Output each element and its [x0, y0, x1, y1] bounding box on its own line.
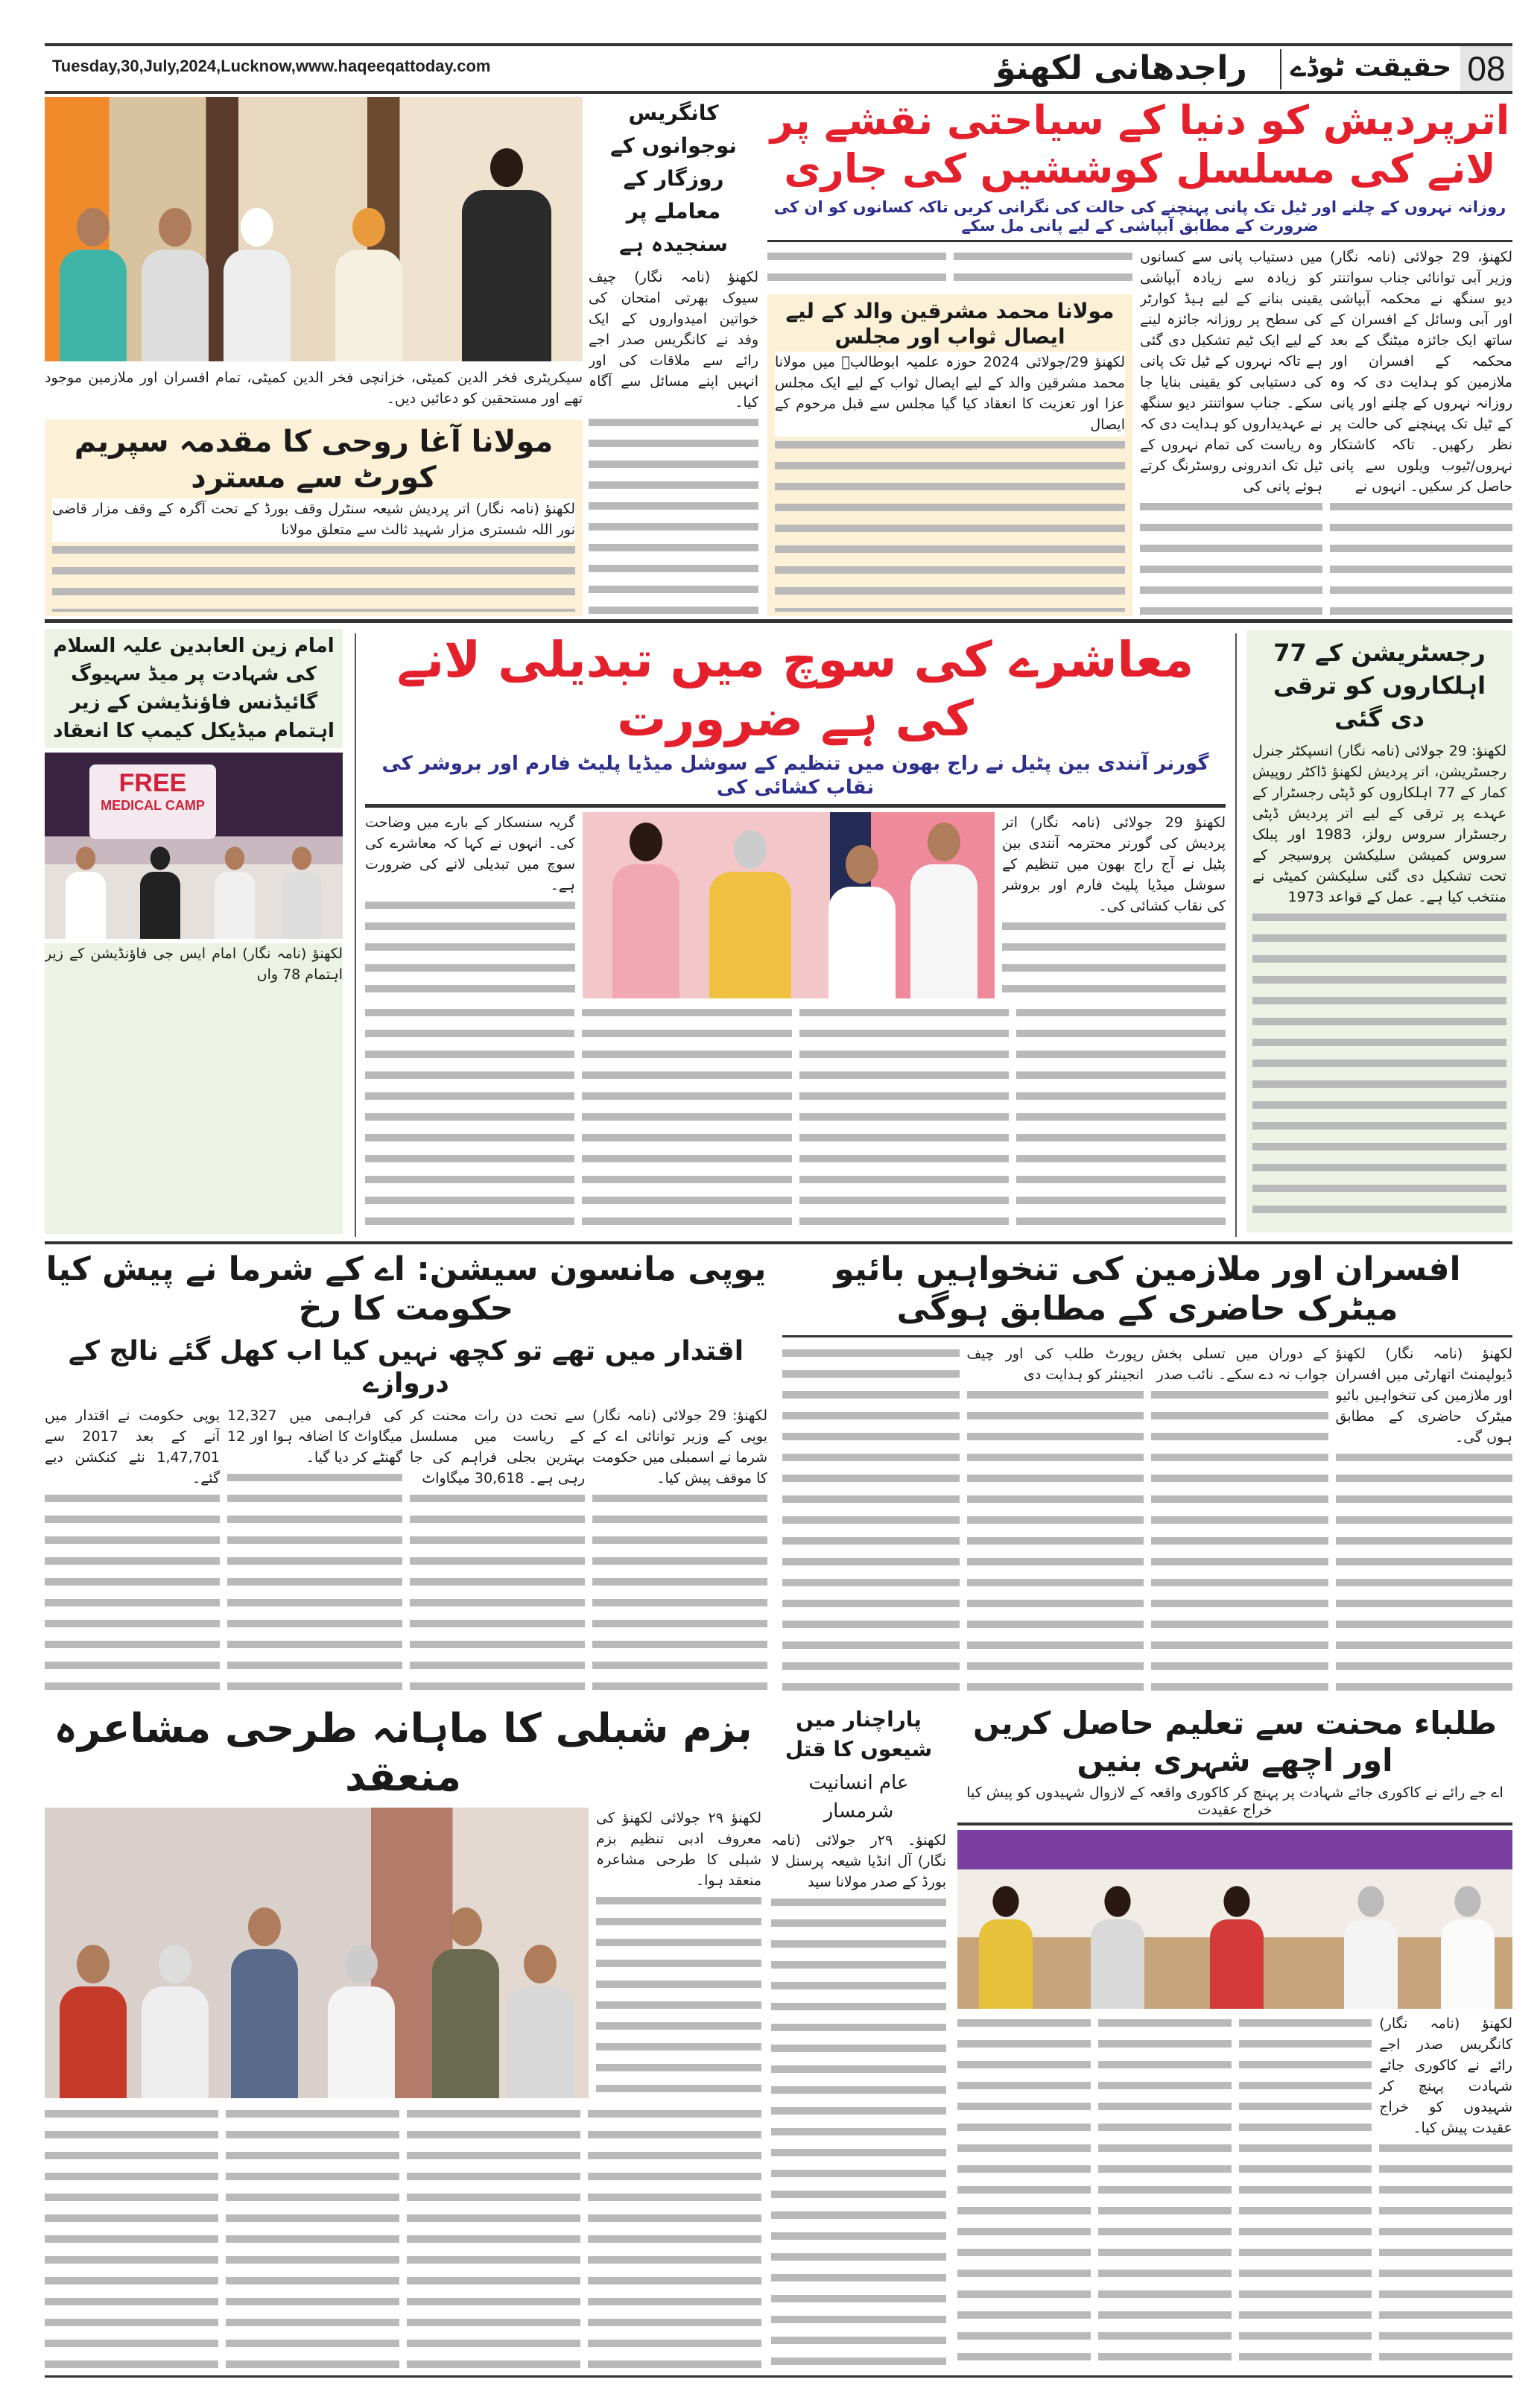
tourism-left-block [767, 247, 1132, 616]
masthead-divider [1280, 49, 1281, 89]
monsoon-column: یوپی حکومت نے اقتدار میں آنے کے بعد 2017 سے 1,47,701 نئے کنکشن دیے گئے۔ [45, 1405, 220, 1694]
bazm-shibli-headline: بزم شبلی کا ماہانہ طرحی مشاعرہ منعقد [54, 1705, 752, 1800]
biometric-rule [782, 1335, 1512, 1337]
congress-article [589, 97, 758, 616]
governor-column [582, 1003, 791, 1235]
congress-headline: کانگریس نوجوانوں کے روزگار کے معاملے پر سنجیدہ ہے [610, 101, 737, 256]
monsoon-headline: یوپی مانسون سیشن: اے کے شرما نے پیش کیا حکومت کا رخ [45, 1250, 767, 1328]
tourism-subhead: روزانہ نہروں کے چلنے اور ٹیل تک پانی پہنچنے کی حالت کی نگرانی کریں تاکہ کسانوں کو ان کی ضرورت کے مطابق آبپاشی کے لیے پانی مل سکے [773, 197, 1506, 235]
students-column [1098, 2013, 1232, 2369]
biometric-column: رپورٹ طلب کی اور چیف انجینئر کو ہدایت دی [967, 1343, 1144, 1694]
bazm-shibli-article [45, 1705, 761, 2369]
person-figure [335, 208, 402, 361]
person-figure [60, 208, 127, 361]
meeting-photo [45, 97, 583, 361]
agha-ruhi-article [45, 419, 583, 616]
governor-column [1016, 1003, 1226, 1235]
students-photo [957, 1830, 1512, 2009]
registration-headline: رجسٹریشن کے 77 اہلکاروں کو ترقی دی گئی [1273, 639, 1486, 732]
students-column [1239, 2013, 1372, 2369]
date-line: Tuesday,30,July,2024,Lucknow,www.haqeeqattoday.com [52, 57, 491, 75]
agha-ruhi-body: لکھنؤ (نامہ نگار) اتر پردیش شیعہ سنٹرل وقف بورڈ کے تحت آگرہ کے وقف مزار قاضی نور اللہ شستری مزار شہید ثالث سے متعلق مولانا [52, 498, 575, 612]
students-column [957, 2013, 1091, 2369]
students-article [957, 1705, 1512, 2369]
person-figure [60, 1945, 127, 2098]
students-rule [957, 1823, 1512, 1825]
parachinar-subheadline: عام انسانیت شرمسار [808, 1772, 909, 1823]
medical-camp-body: لکھنؤ (نامہ نگار) امام ایس جی فاؤنڈیشن کے زیر اہتمام 78 واں [45, 943, 343, 1234]
person-figure [140, 846, 180, 939]
monsoon-column: کی فراہمی میں 12,327 میگاواٹ کا اضافہ ہوا اور 12 گھنٹے کر دیا گیا۔ [227, 1405, 402, 1694]
governor-column [365, 1003, 574, 1235]
person-figure [328, 1945, 395, 2098]
person-figure [979, 1887, 1033, 2010]
governor-rule [365, 804, 1226, 808]
section-divider [45, 1241, 1512, 1244]
agha-ruhi-headline: مولانا آغا روحی کا مقدمہ سپریم کورٹ سے مسترد [74, 425, 554, 495]
brand-logo: حقیقت ٹوڈے [1290, 52, 1452, 83]
biometric-column: کے دوران میں تسلی بخش جواب نہ دے سکے۔ نائب صدر [1151, 1343, 1328, 1694]
registration-article [1246, 630, 1512, 1232]
biometric-headline: افسران اور ملازمین کی تنخواہیں بائیو میٹرک حاضری کے مطابق ہوگی [834, 1250, 1461, 1328]
person-figure [910, 823, 977, 998]
person-figure [1210, 1887, 1264, 2010]
governor-photo [583, 812, 995, 998]
parachinar-body: لکھنؤ۔ ۲۹ر جولائی (نامہ نگار) آل انڈیا شیعہ پرسنل لا بورڈ کے صدر مولانا سید [771, 1830, 946, 2369]
tourism-column [954, 247, 1132, 288]
person-figure [828, 845, 896, 998]
tourism-article [767, 97, 1512, 616]
footer-rule [45, 2375, 1512, 2378]
person-figure [142, 208, 209, 361]
tourism-rule [767, 240, 1512, 242]
person-figure [432, 1907, 499, 2098]
person-figure [709, 830, 791, 998]
students-column: لکھنؤ (نامہ نگار) کانگریس صدر اجے رائے نے کاکوری جائے شہادت پہنچ کر شہیدوں کو خراج عقیدت پیش کیا۔ [1379, 2013, 1512, 2369]
medical-camp-photo [45, 753, 343, 939]
person-figure [462, 148, 551, 361]
person-figure [282, 846, 322, 939]
person-figure [66, 846, 106, 939]
governor-subhead: گورنر آنندی بین پٹیل نے راج بھون میں تنظیم کے سوشل میڈیا پلیٹ فارم اور بروشر کی نقاب کشائی کی [381, 753, 1209, 799]
person-figure [215, 846, 255, 939]
biometric-column: لکھنؤ (نامہ نگار) لکھنؤ ڈیولپمنٹ اتھارٹی میں افسران اور ملازمین کی تنخواہیں بائیو میٹرک حاضری کے مطابق ہوں گی۔ [1336, 1343, 1513, 1694]
biometric-article [782, 1250, 1512, 1694]
esal-sawab-headline: مولانا محمد مشرقین والد کے لیے ایصال ثواب اور مجلس [785, 298, 1115, 349]
tourism-column: میں دستیاب پانی سے کسانوں کو زیادہ سے زیادہ آبپاشی یقینی بنانے کے لیے ہیڈ کوارٹر کی سطح پر روزانہ جائزہ لینے کے لیے ایک ٹیم تشکیل دی گئی ہے تاکہ نہروں کے ٹیل تک پانی کی دستیابی کو یقینی بنایا جا سکے۔ جناب سواتنتر دیو سنگھ نے عہدیداروں کو ہدایت دی کہ وہ ریاست کی تمام نہروں کے ٹیل تک اندرونی روسٹرنگ کرتے ہوئے پانی کی [1140, 247, 1322, 616]
bazm-shibli-column [407, 2104, 580, 2369]
tourism-column [767, 247, 946, 288]
monsoon-column: سے تحت دن رات محنت کر کے ریاست میں مسلسل بہترین بجلی فراہم کی جا رہی ہے۔ 30,618 میگاواٹ [410, 1405, 585, 1694]
camp-banner: FREE MEDICAL CAMP [89, 764, 216, 839]
column-rule [1235, 633, 1237, 1237]
person-figure [612, 823, 679, 998]
column-rule [355, 633, 356, 1237]
section1-left [45, 97, 583, 616]
mushaira-photo [45, 1808, 589, 2098]
monsoon-column: لکھنؤ: 29 جولائی (نامہ نگار) یوپی کے وزیر توانائی اے کے شرما نے اسمبلی میں حکومت کا موقف پیش کیا۔ [592, 1405, 767, 1694]
bazm-shibli-column [45, 2104, 218, 2369]
governor-column: گریہ سنسکار کے بارے میں وضاحت کی۔ انہوں نے کہا کہ معاشرے کی سوچ میں تبدیلی لانے کی ضرورت ہے۔ [365, 812, 575, 998]
medical-camp-article [45, 629, 343, 1234]
governor-article [365, 630, 1226, 1235]
monsoon-article [45, 1250, 767, 1694]
biometric-column [782, 1343, 960, 1694]
parachinar-article [771, 1705, 946, 2369]
bazm-shibli-column: لکھنؤ ۲۹ جولائی لکھنؤ کی معروف ادبی تنظیم بزم شبلی کا طرحی مشاعرہ منعقد ہوا۔ [596, 1808, 761, 2098]
governor-headline: معاشرے کی سوچ میں تبدیلی لانے کی ہے ضرورت [396, 631, 1194, 748]
bazm-shibli-column [226, 2104, 399, 2369]
registration-body: لکھنؤ: 29 جولائی (نامہ نگار) انسپکٹر جنرل رجسٹریشن، اتر پردیش لکھنؤ ڈاکٹر روپیش کمار کے 77 اہلکاروں کو ڈپٹی رجسٹرار کے عہدے پر ترقی کے لیے اتر پردیش ڈپٹی رجسٹرار سروس رولز، 1983 اور پبلک سروس کمیشن سلیکشن پروسیجر کے تحت تشکیل دی گئی سلیکشن کمیٹی نے منتخب کیا ہے۔ عمل کے قواعد 1973 [1252, 741, 1506, 1226]
esal-sawab-body: لکھنؤ 29/جولائی 2024 حوزہ علمیہ ابوطالبؑ میں مولانا محمد مشرقین والد کے لیے ایصال ثواب کے لیے ایک مجلس عزا اور تعزیت کا انعقاد کیا گیا مجلس سے قبل مرحوم کے ایصال [775, 352, 1125, 612]
section-masthead: راجدھانی لکھنؤ [995, 49, 1247, 87]
person-figure [1344, 1887, 1398, 2010]
person-figure [231, 1907, 298, 2098]
photo-caption: سیکریٹری فخر الدین کمیٹی، خزانچی فخر الدین کمیٹی، تمام افسران اور ملازمین موجود تھے اور مستحقین کو دعائیں دیں۔ [45, 367, 583, 414]
monsoon-subheadline: اقتدار میں تھے تو کچھ نہیں کیا اب کھل گئے نالج کے دروازے [68, 1335, 744, 1399]
bazm-shibli-column [588, 2104, 761, 2369]
header-bottom-rule [45, 91, 1512, 94]
congress-body: لکھنؤ (نامہ نگار) چیف سیوک بھرتی امتحان کی خواتین امیدواروں کے ایک وفد نے کانگریس صدر اجے رائے سے ملاقات کی اور انہیں اپنے مسائل سے آگاہ کیا۔ [589, 267, 758, 616]
parachinar-headline: پاراچنار میں شیعوں کا قتل [785, 1707, 933, 1761]
tourism-column: لکھنؤ، 29 جولائی (نامہ نگار) وزیر آبی توانائی جناب سواتنتر دیو سنگھ نے محکمہ آبپاشی اور آبی وسائل کے افسران کے ساتھ ایک جائزہ میٹنگ کے بعد محکمہ کے افسران اور ملازمین کو ہدایت دی کہ وہ روزانہ نہروں کے چلنے اور پانی کے ٹیل تک پہنچنے کی حالت پر نظر رکھیں۔ تاکہ کاشتکار نہروں/ٹیوب ویلوں سے پانی حاصل کر سکیں۔ انہوں نے [1330, 247, 1512, 616]
page-number: 08 [1460, 46, 1512, 91]
governor-column [799, 1003, 1009, 1235]
person-figure [142, 1945, 209, 2098]
students-headline: طلباء محنت سے تعلیم حاصل کریں اور اچھے شہری بنیں [973, 1705, 1497, 1779]
students-subhead: اے جے رائے نے کاکوری جائے شہادت پر پہنچ کر کاکوری واقعہ کے لازوال شہیدوں کو پیش کیا خراج عقیدت [966, 1784, 1503, 1818]
tourism-headline: اترپردیش کو دنیا کے سیاحتی نقشے پر لانے کی مسلسل کوششیں کی جاری [770, 97, 1510, 192]
person-figure [224, 208, 291, 361]
esal-sawab-article [767, 294, 1132, 616]
person-figure [507, 1945, 574, 2098]
section-divider [45, 619, 1512, 623]
governor-column: لکھنؤ 29 جولائی (نامہ نگار) اتر پردیش کی گورنر محترمہ آنندی بین پٹیل نے آج راج بھون میں تنظیم کے سوشل میڈیا پلیٹ فارم اور بروشر کی نقاب کشائی کی۔ [1002, 812, 1226, 998]
header-top-rule [45, 43, 1512, 46]
person-figure [1441, 1887, 1495, 2010]
medical-camp-headline: امام زین العابدین علیہ السلام کی شہادت پر میڈ سہیوگ گائیڈنس فاؤنڈیشن کے زیر اہتمام میڈیکل کیمپ کا انعقاد [45, 629, 343, 748]
person-figure [1091, 1887, 1144, 2010]
